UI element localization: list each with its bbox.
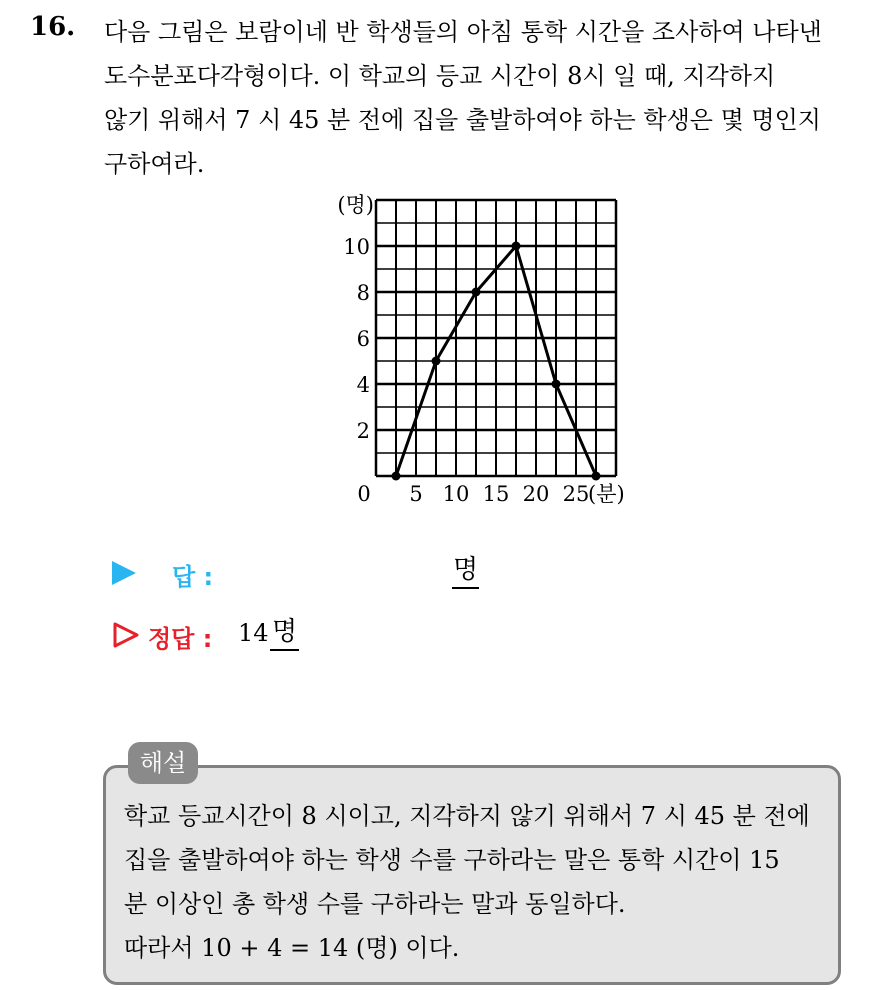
answer-row [112, 553, 712, 593]
question-line: 않기 위해서 7 시 45 분 전에 집을 출발하여야 하는 학생은 몇 명인지 [104, 106, 821, 134]
chart-grid [376, 200, 616, 476]
question-line: 도수분포다각형이다. 이 학교의 등교 시간이 8시 일 때, 지각하지 [104, 62, 776, 90]
frequency-polygon-chart [320, 185, 650, 515]
y-tick-label: 10 [343, 235, 370, 259]
x-tick-label: 20 [522, 482, 550, 506]
y-tick-label: 8 [356, 281, 370, 305]
x-axis-label: (분) [588, 482, 625, 506]
answer-label: 답 : [172, 563, 214, 591]
data-point [472, 288, 481, 297]
question-line: 다음 그림은 보람이네 반 학생들의 아침 통학 시간을 조사하여 나타낸 [104, 18, 822, 46]
correct-answer-label: 정답 : [148, 625, 213, 653]
explanation-line: 따라서 10 + 4 = 14 (명) 이다. [124, 934, 460, 962]
question-number: 16. [30, 12, 76, 42]
correct-answer-unit: 명 [270, 615, 299, 651]
data-point [512, 242, 521, 251]
x-tick-label: 15 [482, 482, 510, 506]
explanation-line: 학교 등교시간이 8 시이고, 지각하지 않기 위해서 7 시 45 분 전에 [124, 802, 810, 830]
play-icon [112, 561, 136, 585]
y-tick-label: 2 [356, 419, 370, 443]
x-tick-label: 10 [442, 482, 470, 506]
explanation-line: 분 이상인 총 학생 수를 구하라는 말과 동일하다. [124, 890, 626, 918]
chart-ticks [337, 193, 624, 506]
data-point [592, 472, 601, 481]
y-axis-label: (명) [337, 193, 374, 217]
explanation-tab: 해설 [128, 742, 198, 784]
outline-play-icon [112, 621, 140, 649]
y-tick-label: 6 [356, 327, 370, 351]
x-tick-label: 5 [409, 482, 423, 506]
data-point [392, 472, 401, 481]
x-tick-label: 0 [357, 482, 371, 506]
correct-answer-row [112, 615, 712, 655]
correct-answer-value: 14 [238, 619, 269, 647]
question-line: 구하여라. [104, 150, 205, 178]
explanation-text [124, 794, 810, 970]
data-point [432, 357, 441, 366]
x-tick-label: 25 [562, 482, 590, 506]
y-tick-label: 4 [356, 373, 370, 397]
question-text [104, 10, 874, 186]
answer-unit[interactable]: 명 [452, 553, 479, 589]
explanation-line: 집을 출발하여야 하는 학생 수를 구하라는 말은 통학 시간이 15 [124, 846, 780, 874]
data-point [552, 380, 561, 389]
